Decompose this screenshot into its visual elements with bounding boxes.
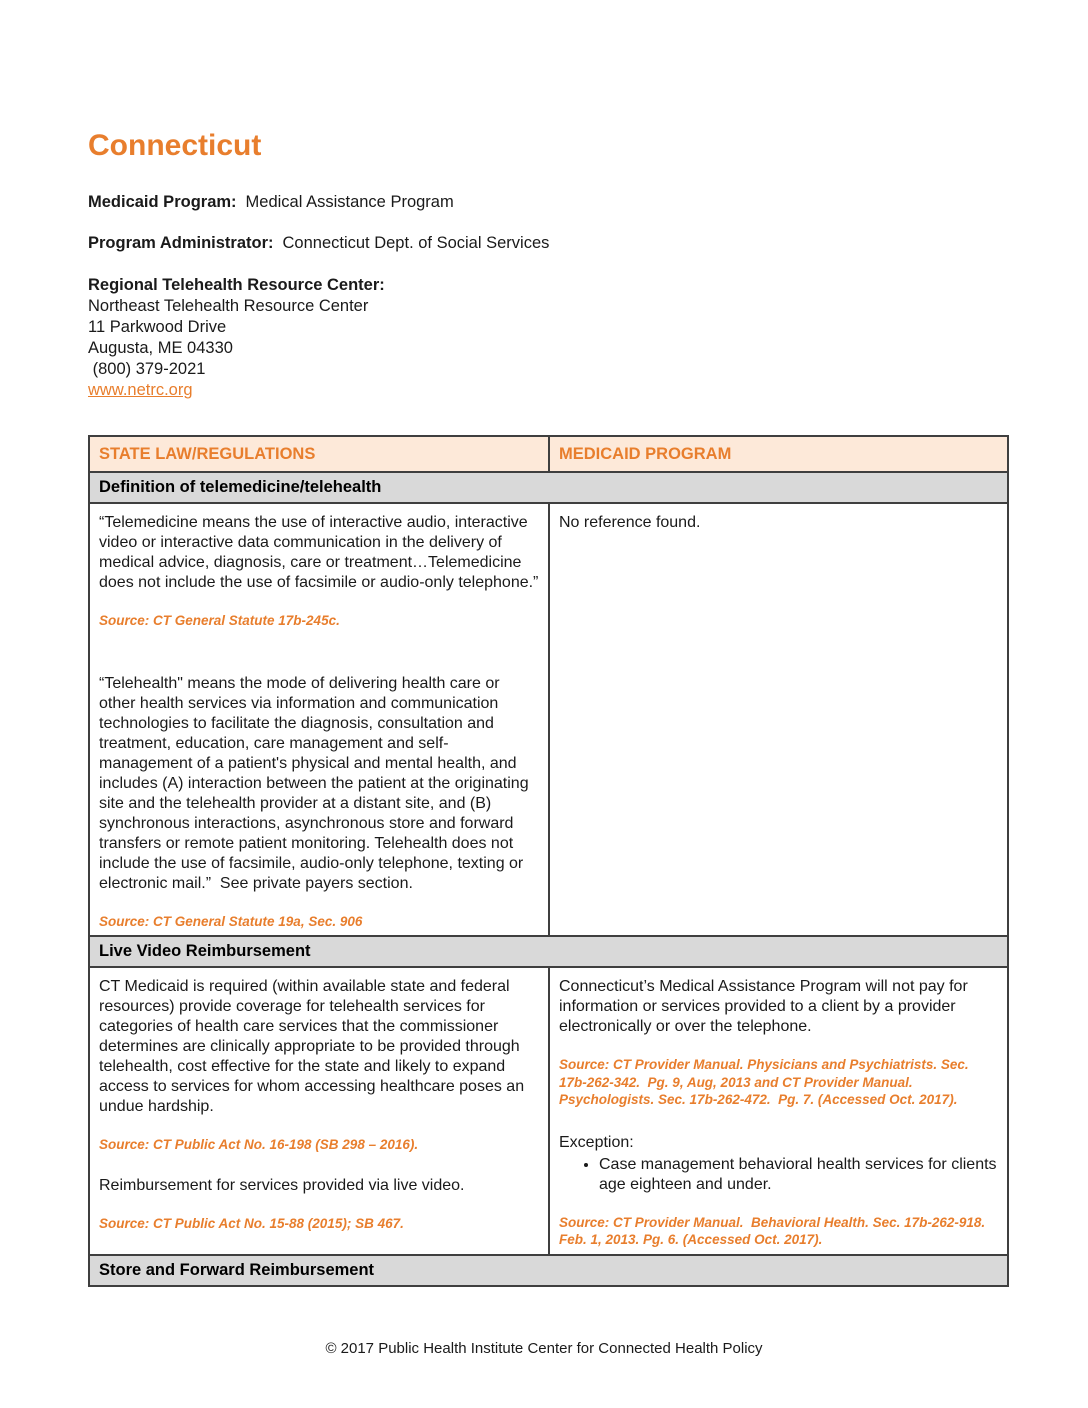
source-citation: Source: CT Public Act No. 16-198 (SB 298 – 2016).: [99, 1137, 419, 1152]
medicaid-program-line: [88, 192, 1009, 213]
column-header-medicaid-program: MEDICAID PROGRAM: [549, 436, 1008, 472]
table-header-row: [89, 436, 1008, 472]
section-heading-store-forward: Store and Forward Reimbursement: [89, 1255, 1008, 1286]
section-heading-definition: Definition of telemedicine/telehealth: [89, 472, 1008, 503]
program-administrator-value: Connecticut Dept. of Social Services: [282, 234, 550, 252]
no-reference-text: No reference found.: [559, 514, 701, 531]
exception-bullet-item: • Case management behavioral health services for clients age eighteen and under.: [599, 1155, 998, 1195]
column-header-state-law: STATE LAW/REGULATIONS: [89, 436, 549, 472]
policy-table: [88, 435, 1009, 1287]
live-video-medicaid-cell: [549, 967, 1008, 1255]
rtrc-street: 11 Parkwood Drive: [88, 318, 227, 336]
definition-content-row: [89, 503, 1008, 936]
section-row-live-video: [89, 936, 1008, 967]
live-video-law-text: CT Medicaid is required (within available state and federal resources) provide coverage for telehealth services for categories of health care services that the commissioner determines are clinically appropriate to be provided through telehealth, cost effective for the state and likely to expand access to services for whom accessing healthcare poses an undue hardship.: [99, 978, 529, 1115]
telehealth-resource-center-block: [88, 275, 1009, 401]
telemedicine-definition-text: “Telemedicine means the use of interactive audio, interactive video or interactive data communication in the delivery of medical advice, diagnosis, care or treatment…Telemedicine does not include the use of facsimile or audio-only telephone.”: [99, 514, 539, 591]
rtrc-city-state-zip: Augusta, ME 04330: [88, 339, 233, 357]
program-administrator-line: [88, 233, 1009, 254]
section-row-definition: [89, 472, 1008, 503]
live-video-reimbursement-text: Reimbursement for services provided via live video.: [99, 1176, 465, 1194]
telehealth-definition-text: “Telehealth" means the mode of delivering health care or other health services via information and communication technologies to facilitate the diagnosis, consultation and treatment, education, care management and self-management of a patient's physical and mental health, and includes (A) interaction between the patient at the originating site and the telehealth provider at a distant site, and (B) synchronous interactions, asynchronous store and forward transfers or remote patient monitoring. Telehealth does not include the use of facsimile, audio-only telephone, texting or electronic mail.” See private payers section.: [99, 674, 534, 892]
exception-label: Exception:: [559, 1133, 634, 1151]
rtrc-phone: (800) 379-2021: [88, 360, 206, 378]
document-body: [88, 128, 1009, 1287]
source-citation: Source: CT Provider Manual. Physicians and Psychiatrists. Sec. 17b-262-342. Pg. 9, Aug, 2013 and CT Provider Manual. Psychologists. Sec. 17b-262-472. Pg. 7. (Accessed Oct. 2017).: [559, 1057, 973, 1107]
definition-medicaid-cell: [549, 503, 1008, 936]
source-citation: Source: CT General Statute 17b-245c.: [99, 613, 340, 628]
medicaid-no-pay-text: Connecticut’s Medical Assistance Program will not pay for information or services provided to a client by a provider electronically or over the telephone.: [559, 978, 973, 1035]
program-administrator-label: Program Administrator:: [88, 234, 274, 252]
definition-state-law-cell: [89, 503, 549, 936]
rtrc-org-name: Northeast Telehealth Resource Center: [88, 297, 369, 315]
rtrc-heading: Regional Telehealth Resource Center:: [88, 276, 385, 294]
netrc-website-link[interactable]: www.netrc.org: [88, 381, 193, 399]
section-row-store-forward: [89, 1255, 1008, 1286]
source-citation: Source: CT Public Act No. 15-88 (2015); SB 467.: [99, 1215, 404, 1231]
live-video-state-law-cell: [89, 967, 549, 1255]
medicaid-program-value: Medical Assistance Program: [245, 193, 454, 211]
medicaid-program-label: Medicaid Program:: [88, 193, 237, 211]
source-citation: Source: CT Provider Manual. Behavioral Health. Sec. 17b-262-918. Feb. 1, 2013. Pg. 6. (Accessed Oct. 2017).: [559, 1214, 989, 1247]
page-footer: © 2017 Public Health Institute Center for Connected Health Policy: [325, 1340, 763, 1357]
exception-list: [599, 1155, 998, 1195]
live-video-content-row: [89, 967, 1008, 1255]
section-heading-live-video: Live Video Reimbursement: [89, 936, 1008, 967]
page-title: Connecticut: [88, 129, 262, 162]
source-citation: Source: CT General Statute 19a, Sec. 906: [99, 913, 363, 929]
